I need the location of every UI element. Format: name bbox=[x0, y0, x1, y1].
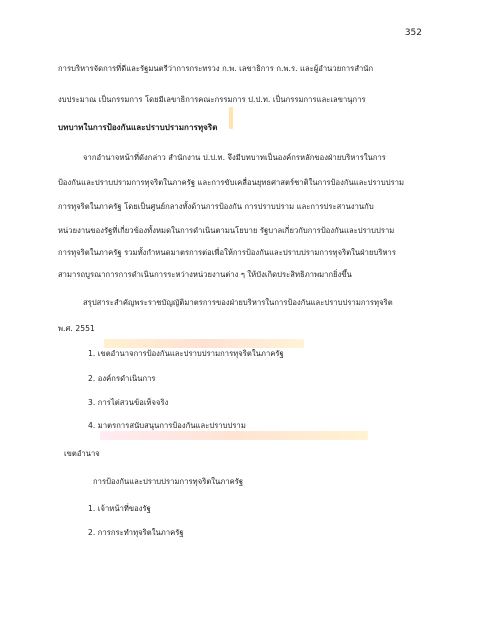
summary-line: สรุปสาระสำคัญพระราชบัญญัติมาตรการของฝ่ายบริหารในการป้องกันและปราบปรามการทุจริต bbox=[83, 298, 393, 307]
body-line: หน่วยงานของรัฐที่เกี่ยวข้องทั้งหมดในการดำเนินตามนโยบาย รัฐบาลเกี่ยวกับการป้องกันและปราบปราม bbox=[58, 226, 395, 235]
list-item: 4. มาตรการสนับสนุนการป้องกันและปราบปราม bbox=[88, 421, 246, 430]
sub-item: 1. เจ้าหน้าที่ของรัฐ bbox=[88, 504, 151, 513]
body-line: การทุจริตในภาครัฐ รวมทั้งกำหนดมาตรการต่อเพื่อให้การป้องกันและปราบปรามการทุจริตในฝ่ายบริหาร bbox=[58, 248, 396, 257]
highlight-mark bbox=[229, 107, 233, 129]
body-line: สามารถบูรณาการการดำเนินการระหว่างหน่วยงานต่าง ๆ ให้บังเกิดประสิทธิภาพมากยิ่งขึ้น bbox=[58, 270, 352, 279]
list-item: 2. องค์กรดำเนินการ bbox=[88, 374, 156, 383]
list-item: 1. เขตอำนาจการป้องกันและปราบปรามการทุจริตในภาครัฐ bbox=[88, 349, 284, 358]
list-item: 3. การไต่สวนข้อเท็จจริง bbox=[88, 398, 169, 407]
highlight-mark bbox=[100, 431, 368, 440]
sub-item: 2. การกระทำทุจริตในภาครัฐ bbox=[88, 528, 184, 537]
page-number: 352 bbox=[404, 28, 422, 38]
jurisdiction-label: เขตอำนาจ bbox=[64, 449, 100, 458]
intro-line: งบประมาณ เป็นกรรมการ โดยมีเลขาธิการคณะกรรมการ ป.ป.ท. เป็นกรรมการและเลขานุการ bbox=[58, 95, 366, 104]
summary-line: พ.ศ. 2551 bbox=[58, 324, 95, 333]
section-heading: บทบาทในการป้องกันและปราบปรามการทุจริต bbox=[58, 123, 218, 132]
body-line: ป้องกันและปราบปรามการทุจริตในภาครัฐ และการขับเคลื่อนยุทธศาสตร์ชาติในการป้องกันและปราบปราม bbox=[58, 178, 405, 187]
body-line: การทุจริตในภาครัฐ โดยเป็นศูนย์กลางทั้งด้านการป้องกัน การปราบปราม และการประสานงานกับ bbox=[58, 202, 374, 211]
highlight-mark bbox=[104, 339, 304, 348]
intro-line: การบริหารจัดการที่ดีและรัฐมนตรีว่าการกระทรวง ก.พ. เลขาธิการ ก.พ.ร. และผู้อำนวยการสำนัก bbox=[58, 64, 374, 73]
body-line: จากอำนาจหน้าที่ดังกล่าว สำนักงาน ป.ป.ท. จึงมีบทบาทเป็นองค์กรหลักของฝ่ายบริหารในการ bbox=[83, 153, 386, 162]
jurisdiction-sub: การป้องกันและปราบปรามการทุจริตในภาครัฐ bbox=[93, 477, 244, 486]
